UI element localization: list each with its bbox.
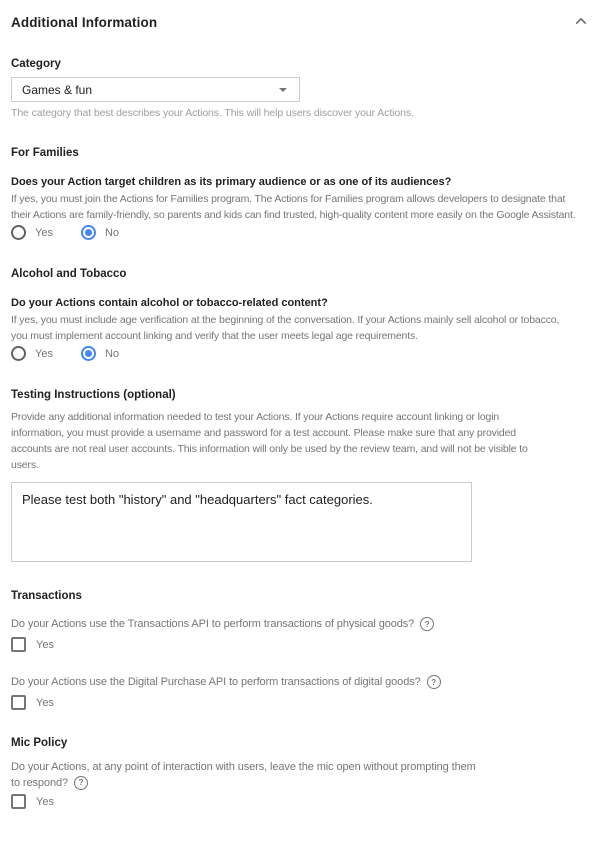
question-line: Do your Actions, at any point of interaction with users, leave the mic open without prompting them: [11, 761, 476, 773]
help-icon[interactable]: ?: [427, 675, 441, 689]
checkbox-unchecked-icon: [11, 794, 26, 809]
alcohol-tobacco-question: Do your Actions contain alcohol or tobacco-related content?: [11, 297, 328, 309]
alcohol-tobacco-no-radio[interactable]: [81, 346, 119, 361]
category-helper-text: The category that best describes your Actions. This will help users discover your Actions.: [11, 107, 414, 119]
transactions-physical-checkbox[interactable]: [11, 636, 593, 653]
for-families-no-radio[interactable]: [81, 225, 119, 240]
mic-policy-heading: Mic Policy: [11, 737, 68, 749]
radio-label: Yes: [35, 347, 53, 360]
testing-instructions-description: [11, 409, 593, 473]
radio-selected-icon: [81, 346, 96, 361]
for-families-yes-radio[interactable]: [11, 225, 53, 240]
description-line: you must implement account linking and verify that the user meets legal age requirements.: [11, 330, 418, 342]
category-selected-value: Games & fun: [22, 82, 93, 97]
help-icon[interactable]: ?: [74, 776, 88, 790]
description-line: If yes, you must include age verification at the beginning of the conversation. If your Actions mainly sell alcohol or tobacco,: [11, 314, 560, 326]
for-families-description: [11, 191, 593, 223]
help-icon[interactable]: ?: [420, 617, 434, 631]
checkbox-label: Yes: [36, 638, 54, 651]
transactions-physical-question: Do your Actions use the Transactions API to perform transactions of physical goods?: [11, 618, 415, 630]
for-families-radio-group: [11, 224, 593, 241]
transactions-digital-question: Do your Actions use the Digital Purchase API to perform transactions of digital goods?: [11, 676, 421, 688]
testing-instructions-textarea[interactable]: [11, 482, 472, 562]
alcohol-tobacco-yes-radio[interactable]: [11, 346, 53, 361]
chevron-up-icon: [575, 13, 587, 28]
alcohol-tobacco-heading: Alcohol and Tobacco: [11, 268, 127, 280]
mic-policy-question: [11, 759, 593, 791]
checkbox-label: Yes: [36, 696, 54, 709]
alcohol-tobacco-description: [11, 312, 593, 344]
page-title: Additional Information: [11, 15, 158, 30]
alcohol-tobacco-radio-group: [11, 345, 593, 362]
checkbox-unchecked-icon: [11, 637, 26, 652]
description-line: their Actions are family-friendly, so parents and kids can find trusted, high-quality content more easily on the Google Assistant.: [11, 209, 576, 221]
description-line: Provide any additional information needed to test your Actions. If your Actions require account linking or login: [11, 411, 500, 423]
description-line: accounts are not real user accounts. This information will only be used by the review team, and will not be visible to: [11, 443, 528, 455]
checkbox-unchecked-icon: [11, 695, 26, 710]
radio-unselected-icon: [11, 346, 26, 361]
transactions-digital-checkbox[interactable]: [11, 694, 593, 711]
radio-label: Yes: [35, 226, 53, 239]
transactions-physical-question-row: [11, 617, 593, 631]
radio-selected-icon: [81, 225, 96, 240]
transactions-digital-question-row: [11, 675, 593, 689]
question-line-with-help: [11, 775, 593, 791]
checkbox-label: Yes: [36, 795, 54, 808]
dropdown-caret-icon: [279, 88, 287, 92]
radio-unselected-icon: [11, 225, 26, 240]
testing-instructions-heading: Testing Instructions (optional): [11, 389, 176, 401]
radio-label: No: [104, 226, 120, 239]
collapse-section-button[interactable]: [571, 15, 591, 27]
description-line: users.: [11, 459, 39, 471]
transactions-heading: Transactions: [11, 590, 82, 602]
description-line: information, you must provide a username and password for a test account. Please make sure that any provided: [11, 427, 516, 439]
mic-policy-checkbox[interactable]: [11, 793, 593, 810]
for-families-heading: For Families: [11, 147, 79, 159]
for-families-question: Does your Action target children as its primary audience or as one of its audiences?: [11, 176, 452, 188]
question-line: to respond?: [11, 777, 68, 789]
radio-label: No: [104, 347, 120, 360]
description-line: If yes, you must join the Actions for Families program. The Actions for Families program allows developers to designate that: [11, 193, 566, 205]
panel-header: [11, 15, 593, 30]
category-label: Category: [11, 58, 61, 70]
category-select[interactable]: [11, 77, 300, 102]
